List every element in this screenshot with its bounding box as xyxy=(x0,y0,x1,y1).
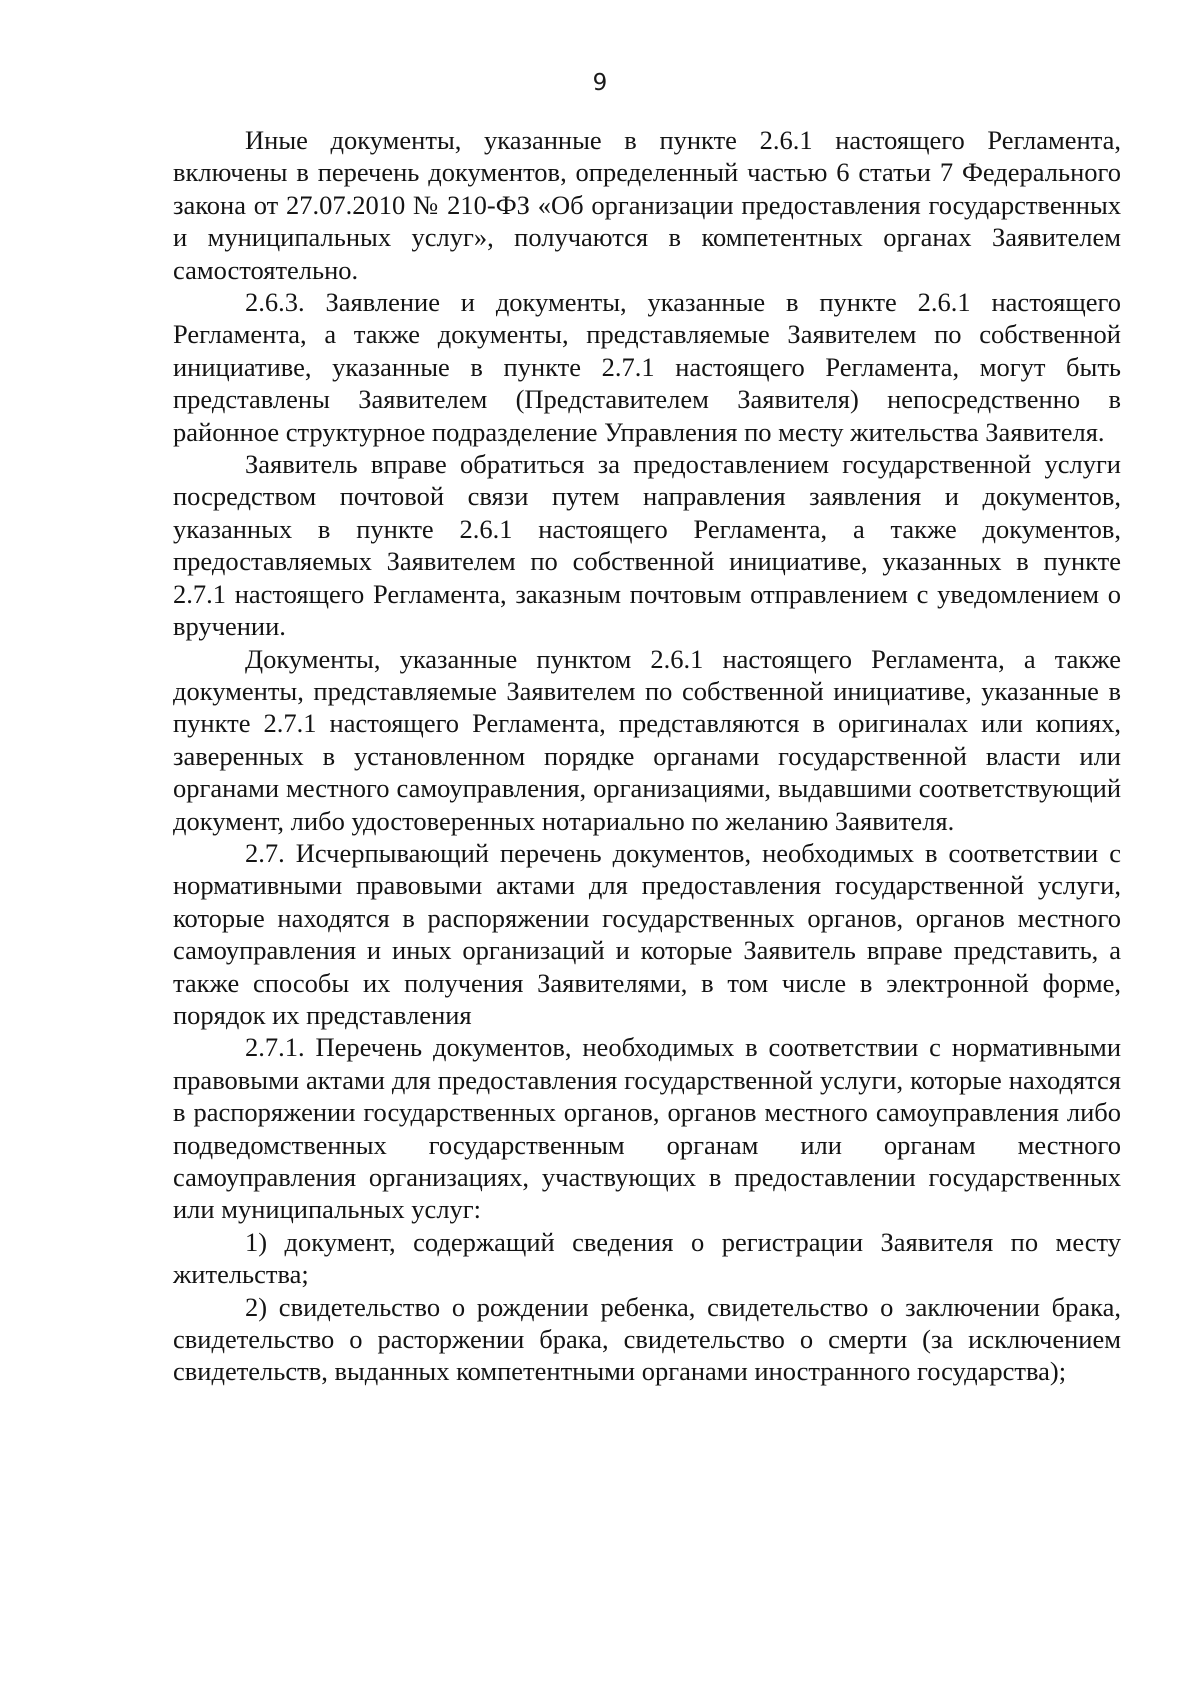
paragraph-2-7: 2.7. Исчерпывающий перечень документов, необходимых в соответствии с нормативными правовыми актами для предоставления государственной услуги, которые находятся в распоряжении государственных органов, органов местного самоуправления и иных организаций и которые Заявитель вправе представить, а также способы их получения Заявителями, в том числе в электронной форме, порядок их представления xyxy=(173,837,1121,1030)
paragraph-other-documents: Иные документы, указанные в пункте 2.6.1 настоящего Регламента, включены в перечень документов, определенный частью 6 статьи 7 Федерального закона от 27.07.2010 № 210-ФЗ «Об организации предоставления государственных и муниципальных услуг», получаются в компетентных органах Заявителем самостоятельно. xyxy=(173,125,1121,285)
paragraph-postal-submission: Заявитель вправе обратиться за предоставлением государственной услуги посредством почтовой связи путем направления заявления и документов, указанных в пункте 2.6.1 настоящего Регламента, а также документов, предоставляемых Заявителем по собственной инициативе, указанных в пункте 2.7.1 настоящего Регламента, заказным почтовым отправлением с уведомлением о вручении. xyxy=(173,449,1121,642)
paragraph-2-7-1: 2.7.1. Перечень документов, необходимых в соответствии с нормативными правовыми актами для предоставления государственной услуги, которые находятся в распоряжении государственных органов, органов местного самоуправления либо подведомственных государственным органам или органам местного самоуправления организациях, участвующих в предоставлении государственных или муниципальных услуг: xyxy=(173,1032,1121,1225)
document-body xyxy=(173,124,1121,1388)
paragraph-originals-or-copies: Документы, указанные пунктом 2.6.1 настоящего Регламента, а также документы, представляемые Заявителем по собственной инициативе, указанные в пункте 2.7.1 настоящего Регламента, представляются в оригиналах или копиях, заверенных в установленном порядке органами государственной власти или органами местного самоуправления, организациями, выдавшими соответствующий документ, либо удостоверенных нотариально по желанию Заявителя. xyxy=(173,643,1121,836)
page-number: 9 xyxy=(592,70,608,96)
list-item-1: 1) документ, содержащий сведения о регистрации Заявителя по месту жительства; xyxy=(173,1226,1121,1290)
paragraph-2-6-3: 2.6.3. Заявление и документы, указанные в пункте 2.6.1 настоящего Регламента, а также документы, представляемые Заявителем по собственной инициативе, указанные в пункте 2.7.1 настоящего Регламента, могут быть представлены Заявителем (Представителем Заявителя) непосредственно в районное структурное подразделение Управления по месту жительства Заявителя. xyxy=(173,287,1121,447)
list-item-2: 2) свидетельство о рождении ребенка, свидетельство о заключении брака, свидетельство о расторжении брака, свидетельство о смерти (за исключением свидетельств, выданных компетентными органами иностранного государства); xyxy=(173,1291,1121,1387)
